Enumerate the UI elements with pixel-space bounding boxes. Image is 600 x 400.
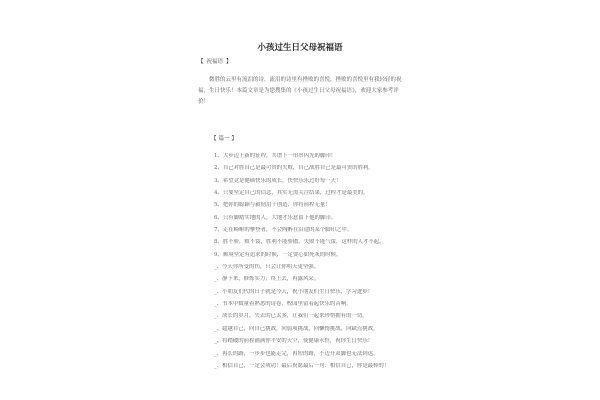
section-right-bracket: 】 — [231, 136, 238, 142]
item-number: 3、 — [214, 177, 223, 184]
list-item — [214, 202, 410, 214]
item-number: 7、 — [214, 227, 223, 234]
item-number: 5、 — [214, 202, 223, 209]
section-left-bracket: 【 — [211, 136, 217, 142]
item-number: _、 — [214, 264, 223, 271]
item-number: 8、 — [214, 239, 223, 246]
list-item — [214, 165, 410, 177]
item-text: 把你的聪颖与毅韧用于创造，你将前程无量！ — [222, 202, 331, 209]
list-item — [214, 289, 410, 301]
item-number: _、 — [214, 350, 223, 357]
item-text: 只要坚定自己的信念，其实无需关注结果，过程才是最美的。 — [222, 190, 369, 197]
list-item — [214, 264, 410, 276]
item-text: 小朋友们代的日子就是今天，祝小朋友们生日快乐，学习进步！ — [222, 288, 374, 295]
tag-right-bracket: 】 — [226, 59, 232, 65]
item-number: 1、 — [214, 153, 223, 159]
list-item — [214, 351, 410, 363]
item-text: 胜不骄，败不馁，胜利不能骄傲，失败不能气馁，这样的人才不起。 — [222, 239, 385, 246]
list-item — [214, 227, 410, 239]
item-text: 超越自己，向自己挑战，向弱项挑战，向懒惰挑战，向缺点挑战。 — [222, 325, 379, 332]
list-item — [214, 363, 410, 375]
item-number: 4、 — [214, 190, 223, 197]
keyword-tag — [198, 57, 232, 65]
item-text: 将踏破的前程铺满你平安的天空，使健康永恒，祝你生日快乐！ — [222, 338, 374, 345]
item-text: 静下来，修炼实力；终上去，再露风采。 — [222, 276, 320, 283]
item-text: 今天你所受的伤，只会让你明天更坚强。 — [222, 264, 320, 271]
item-number: _、 — [214, 362, 223, 369]
section-heading — [211, 134, 237, 142]
item-number: 2、 — [214, 165, 223, 172]
item-number: _、 — [214, 288, 223, 295]
list-item — [214, 276, 410, 288]
tag-left-bracket: 【 — [198, 59, 204, 65]
item-text: 大步迈上新的征程，共谱下一串串闪光的脚印！ — [222, 153, 337, 159]
item-number: 6、 — [214, 214, 223, 221]
item-text: 只有脚踏实地的人，大地才乐意留下他的脚印。 — [222, 214, 337, 221]
item-text: 自己对胜自己是最可贵的失败，自己战胜自己是最可贵的胜利。 — [222, 165, 374, 172]
list-item — [214, 301, 410, 313]
list-item — [214, 338, 410, 350]
item-text: 成长的岁月，失去的已太多，让我们一起来珍惜拥有的一切。 — [222, 313, 368, 320]
list-item — [214, 190, 410, 202]
item-text: 相信自己，一定会成功！最后祝愿最后一句：相信自己，你是最棒的！ — [222, 362, 390, 369]
item-text: 书本中数量着熟悉的诗卷，校园里留着起快乐的音响。 — [222, 301, 352, 308]
document-title: 小孩过生日父母祝福语 — [257, 43, 343, 53]
list-item — [214, 313, 410, 325]
list-item — [214, 178, 410, 190]
list-item — [214, 153, 410, 165]
item-text: 希望竟是健硕快乐的成长，快快乐乐过好每一天！ — [222, 177, 342, 184]
list-item — [214, 252, 410, 264]
list-item — [214, 239, 410, 251]
section-label: 篇一 — [218, 136, 230, 142]
list-item — [214, 326, 410, 338]
item-text: 走在崎岖的攀登者，不会陶醉在沿途的某个脚印之中。 — [222, 227, 353, 234]
item-number: 9、 — [214, 251, 223, 258]
item-number: _、 — [214, 276, 223, 283]
tag-label: 祝福语 — [206, 59, 224, 65]
item-number: _、 — [214, 325, 223, 332]
intro-paragraph: 微胜的云里有流泪的诗，流泪的诗里有挫败的喜悦，挫败的喜悦里有我轻轻的祝福，生日快乐！本篇文章是为您搜集的《小孩过生日父母祝福语》，欢迎大家参考评价！ — [198, 77, 402, 105]
item-number: _、 — [214, 338, 223, 345]
wish-list — [214, 153, 410, 375]
item-text: 再长的路，一步步也能走完，再短的路，不迈开双脚也无法到达。 — [222, 350, 379, 357]
list-item — [214, 215, 410, 227]
item-text: 顺境坚定有追求的时候，一定要心如死灰的时候。 — [222, 251, 342, 258]
item-number: _、 — [214, 313, 223, 320]
item-number: _、 — [214, 301, 223, 308]
